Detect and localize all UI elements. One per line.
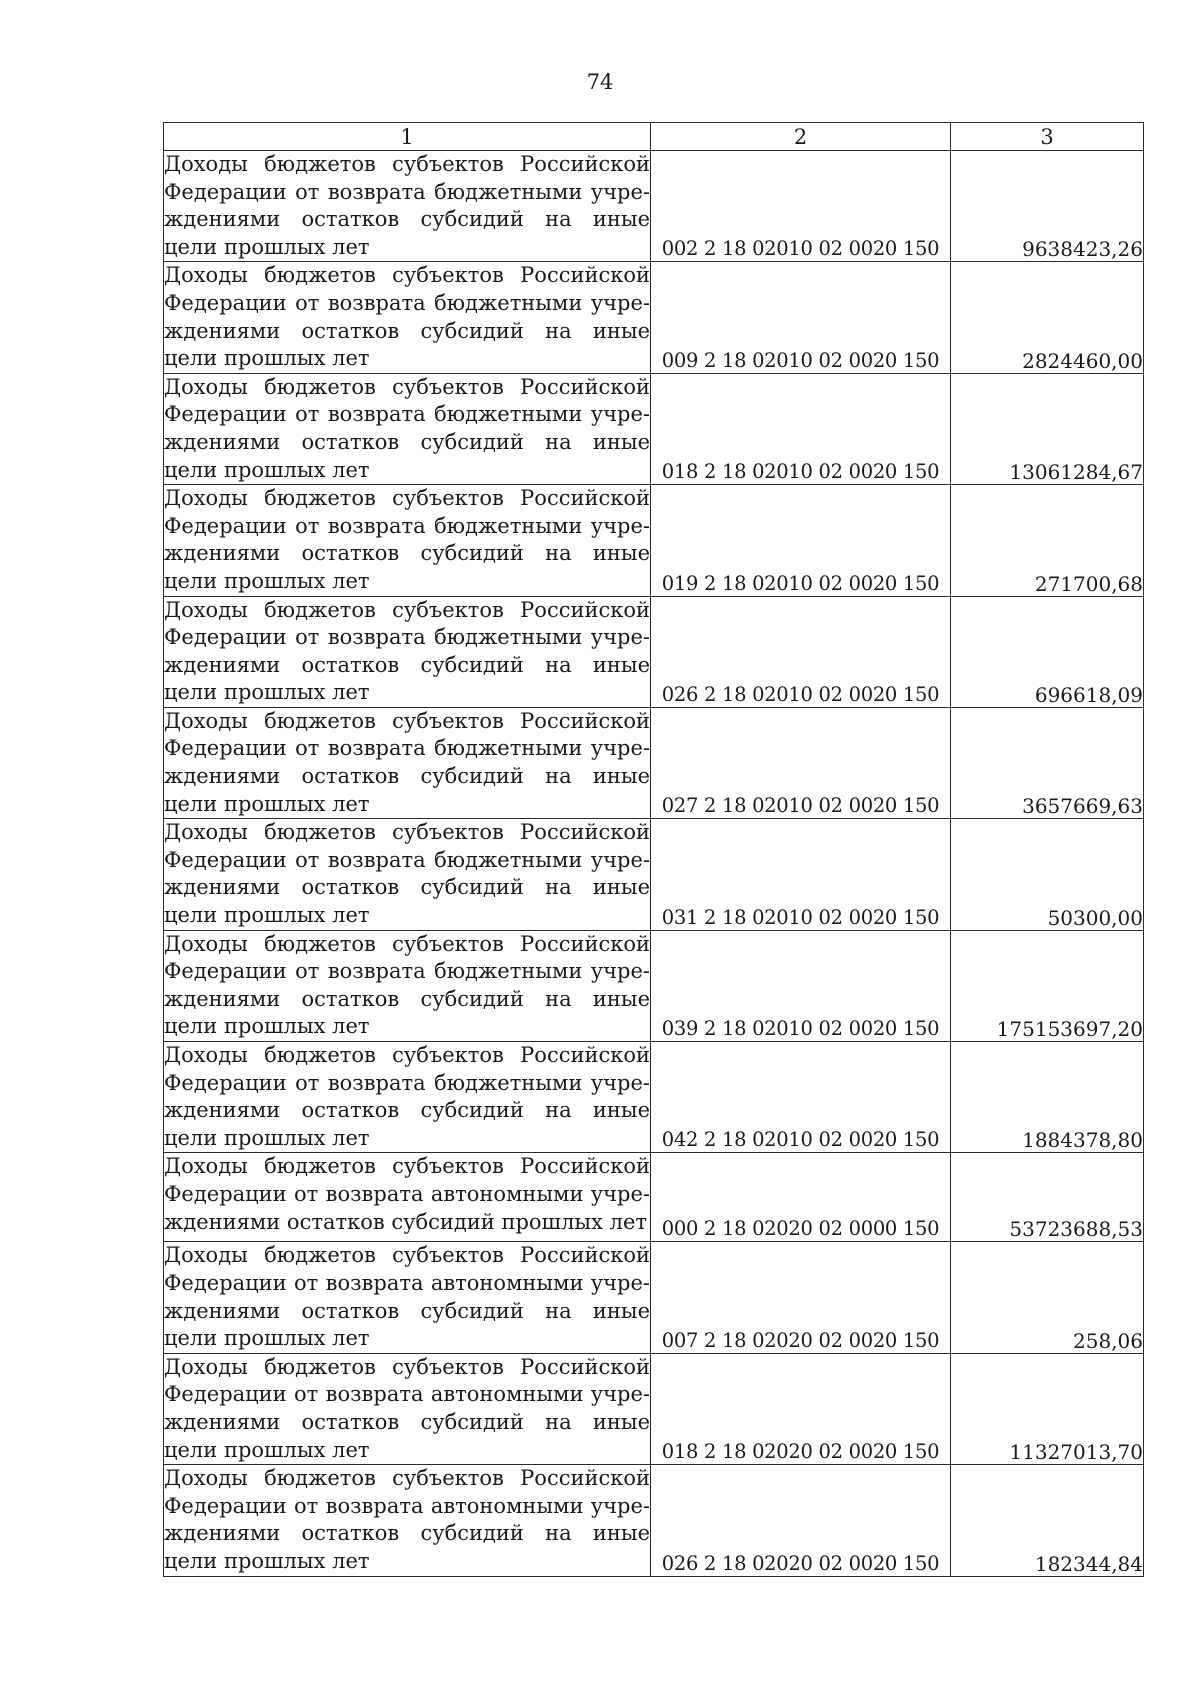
budget-classification-code: 039 2 18 02010 02 0020 150 (651, 930, 951, 1041)
budget-classification-code: 018 2 18 02010 02 0020 150 (651, 373, 951, 484)
budget-classification-code: 019 2 18 02010 02 0020 150 (651, 485, 951, 596)
revenue-amount: 175153697,20 (951, 930, 1144, 1041)
column-header-1: 1 (164, 123, 651, 151)
revenue-amount: 271700,68 (951, 485, 1144, 596)
revenue-amount: 1884378,80 (951, 1042, 1144, 1153)
table-row (164, 596, 1144, 707)
budget-classification-code: 027 2 18 02010 02 0020 150 (651, 707, 951, 818)
revenue-amount: 182344,84 (951, 1465, 1144, 1576)
table-row (164, 262, 1144, 373)
budget-classification-code: 026 2 18 02020 02 0020 150 (651, 1465, 951, 1576)
revenue-description: Доходы бюджетов субъектов Российской Федерации от возврата бюджетными учре-ждениями остатков субсидий на иные цели прошлых лет (164, 373, 651, 484)
table-row (164, 1353, 1144, 1464)
revenue-description: Доходы бюджетов субъектов Российской Федерации от возврата бюджетными учре-ждениями остатков субсидий на иные цели прошлых лет (164, 151, 651, 262)
revenue-amount: 9638423,26 (951, 151, 1144, 262)
revenue-description: Доходы бюджетов субъектов Российской Федерации от возврата бюджетными учре-ждениями остатков субсидий на иные цели прошлых лет (164, 1042, 651, 1153)
budget-classification-code: 000 2 18 02020 02 0000 150 (651, 1153, 951, 1242)
revenue-amount: 696618,09 (951, 596, 1144, 707)
revenue-description: Доходы бюджетов субъектов Российской Федерации от возврата автономными учре-ждениями остатков субсидий на иные цели прошлых лет (164, 1465, 651, 1576)
revenue-amount: 53723688,53 (951, 1153, 1144, 1242)
revenue-amount: 258,06 (951, 1242, 1144, 1353)
budget-classification-code: 009 2 18 02010 02 0020 150 (651, 262, 951, 373)
table-row (164, 151, 1144, 262)
budget-classification-code: 018 2 18 02020 02 0020 150 (651, 1353, 951, 1464)
table-row (164, 373, 1144, 484)
table-row (164, 1153, 1144, 1242)
table-row (164, 1465, 1144, 1576)
table-row (164, 1042, 1144, 1153)
table-body (164, 151, 1144, 1577)
budget-classification-code: 031 2 18 02010 02 0020 150 (651, 819, 951, 930)
page-number: 74 (586, 70, 614, 94)
budget-classification-code: 026 2 18 02010 02 0020 150 (651, 596, 951, 707)
revenue-description: Доходы бюджетов субъектов Российской Федерации от возврата бюджетными учре-ждениями остатков субсидий на иные цели прошлых лет (164, 262, 651, 373)
table-row (164, 485, 1144, 596)
revenue-amount: 11327013,70 (951, 1353, 1144, 1464)
revenue-table (163, 122, 1144, 1577)
table-row (164, 819, 1144, 930)
revenue-amount: 13061284,67 (951, 373, 1144, 484)
budget-classification-code: 007 2 18 02020 02 0020 150 (651, 1242, 951, 1353)
table-row (164, 1242, 1144, 1353)
revenue-description: Доходы бюджетов субъектов Российской Федерации от возврата автономными учре-ждениями остатков субсидий на иные цели прошлых лет (164, 1242, 651, 1353)
column-header-2: 2 (651, 123, 951, 151)
table-header (164, 123, 1144, 151)
revenue-amount: 50300,00 (951, 819, 1144, 930)
revenue-description: Доходы бюджетов субъектов Российской Федерации от возврата автономными учре-ждениями остатков субсидий прошлых лет (164, 1153, 651, 1242)
revenue-description: Доходы бюджетов субъектов Российской Федерации от возврата бюджетными учре-ждениями остатков субсидий на иные цели прошлых лет (164, 930, 651, 1041)
table-row (164, 707, 1144, 818)
revenue-description: Доходы бюджетов субъектов Российской Федерации от возврата бюджетными учре-ждениями остатков субсидий на иные цели прошлых лет (164, 819, 651, 930)
revenue-description: Доходы бюджетов субъектов Российской Федерации от возврата автономными учре-ждениями остатков субсидий на иные цели прошлых лет (164, 1353, 651, 1464)
budget-classification-code: 042 2 18 02010 02 0020 150 (651, 1042, 951, 1153)
budget-classification-code: 002 2 18 02010 02 0020 150 (651, 151, 951, 262)
revenue-description: Доходы бюджетов субъектов Российской Федерации от возврата бюджетными учре-ждениями остатков субсидий на иные цели прошлых лет (164, 707, 651, 818)
column-header-3: 3 (951, 123, 1144, 151)
table-row (164, 930, 1144, 1041)
revenue-description: Доходы бюджетов субъектов Российской Федерации от возврата бюджетными учре-ждениями остатков субсидий на иные цели прошлых лет (164, 596, 651, 707)
revenue-amount: 3657669,63 (951, 707, 1144, 818)
revenue-amount: 2824460,00 (951, 262, 1144, 373)
revenue-description: Доходы бюджетов субъектов Российской Федерации от возврата бюджетными учре-ждениями остатков субсидий на иные цели прошлых лет (164, 485, 651, 596)
